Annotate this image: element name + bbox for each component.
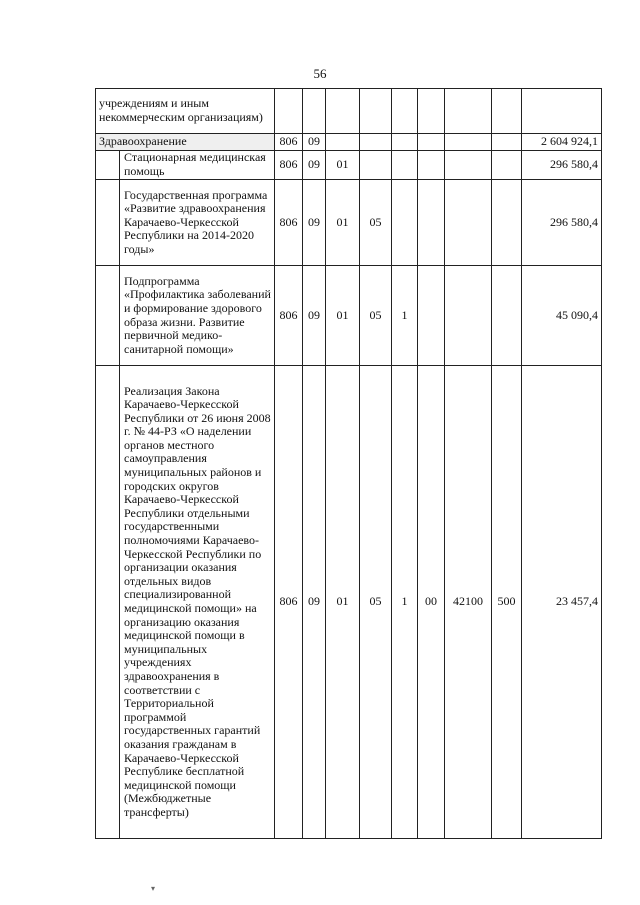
cell-expense-type xyxy=(492,180,522,266)
cell-amount: 296 580,4 xyxy=(522,180,602,266)
cell-amount: 296 580,4 xyxy=(522,151,602,180)
cell-direction xyxy=(418,266,445,366)
cell-program: 05 xyxy=(360,366,392,839)
row-name: Здравоохранение xyxy=(96,134,275,151)
row-name: Реализация Закона Карачаево-Черкесской Республики от 26 июня 2008 г. № 44-РЗ «О наделении органов местного самоуправления муниципальных районов и городских округов Карачаево-Черкесской Республики отдельными государственными полномочиями Карачаево-Черкесской Республики по организации оказания отдельных видов специализированной медицинской помощи» на организацию оказания медицинской помощи в муниципальных учреждениях здравоохранения в соответствии с Территориальной программой государственных гарантий оказания гражданам в Карачаево-Черкесской Республике бесплатной медицинской помощи (Межбюджетные трансферты) xyxy=(120,366,275,839)
cell-subsection: 01 xyxy=(326,266,360,366)
cell-subprogram: 1 xyxy=(392,366,418,839)
cell-direction xyxy=(418,89,445,134)
cell-subsection: 01 xyxy=(326,180,360,266)
cell-program: 05 xyxy=(360,180,392,266)
cell-program xyxy=(360,89,392,134)
cell-article xyxy=(445,151,492,180)
row-name: Подпрограмма «Профилактика заболеваний и формирование здорового образа жизни. Развитие первичной медико-санитарной помощи» xyxy=(120,266,275,366)
cell-subsection xyxy=(326,89,360,134)
cell-article xyxy=(445,89,492,134)
cell-section: 09 xyxy=(303,266,326,366)
row-name: Государственная программа «Развитие здравоохранения Карачаево-Черкесской Республики на 2014-2020 годы» xyxy=(120,180,275,266)
page-number: 56 xyxy=(313,66,327,81)
cell-ministry: 806 xyxy=(275,366,303,839)
table-row xyxy=(96,366,602,839)
indent-cell xyxy=(96,266,120,366)
cell-subprogram xyxy=(392,180,418,266)
scan-speck: ▾ xyxy=(151,884,156,893)
cell-section: 09 xyxy=(303,134,326,151)
cell-section: 09 xyxy=(303,151,326,180)
cell-subprogram xyxy=(392,134,418,151)
table-row xyxy=(96,134,602,151)
cell-article xyxy=(445,180,492,266)
table-row xyxy=(96,151,602,180)
cell-expense-type: 500 xyxy=(492,366,522,839)
cell-ministry: 806 xyxy=(275,151,303,180)
cell-program xyxy=(360,134,392,151)
table-row xyxy=(96,266,602,366)
cell-article xyxy=(445,134,492,151)
cell-article xyxy=(445,266,492,366)
cell-program: 05 xyxy=(360,266,392,366)
row-name: учреждениям и иным некоммерческим организациям) xyxy=(96,89,275,134)
cell-ministry: 806 xyxy=(275,180,303,266)
indent-cell xyxy=(96,366,120,839)
cell-amount: 2 604 924,1 xyxy=(522,134,602,151)
cell-subsection: 01 xyxy=(326,366,360,839)
cell-subprogram: 1 xyxy=(392,266,418,366)
cell-section xyxy=(303,89,326,134)
cell-amount xyxy=(522,89,602,134)
cell-expense-type xyxy=(492,266,522,366)
table-row xyxy=(96,89,602,134)
cell-amount: 45 090,4 xyxy=(522,266,602,366)
cell-expense-type xyxy=(492,89,522,134)
cell-ministry: 806 xyxy=(275,266,303,366)
cell-subsection: 01 xyxy=(326,151,360,180)
indent-cell xyxy=(96,151,120,180)
cell-ministry xyxy=(275,89,303,134)
cell-direction xyxy=(418,134,445,151)
cell-direction xyxy=(418,180,445,266)
table-row xyxy=(96,180,602,266)
cell-direction xyxy=(418,151,445,180)
cell-expense-type xyxy=(492,134,522,151)
budget-table xyxy=(95,88,602,839)
cell-article: 42100 xyxy=(445,366,492,839)
cell-ministry: 806 xyxy=(275,134,303,151)
cell-section: 09 xyxy=(303,366,326,839)
cell-subprogram xyxy=(392,151,418,180)
cell-section: 09 xyxy=(303,180,326,266)
cell-subprogram xyxy=(392,89,418,134)
cell-amount: 23 457,4 xyxy=(522,366,602,839)
cell-subsection xyxy=(326,134,360,151)
cell-direction: 00 xyxy=(418,366,445,839)
indent-cell xyxy=(96,180,120,266)
row-name: Стационарная медицинская помощь xyxy=(120,151,275,180)
cell-expense-type xyxy=(492,151,522,180)
cell-program xyxy=(360,151,392,180)
